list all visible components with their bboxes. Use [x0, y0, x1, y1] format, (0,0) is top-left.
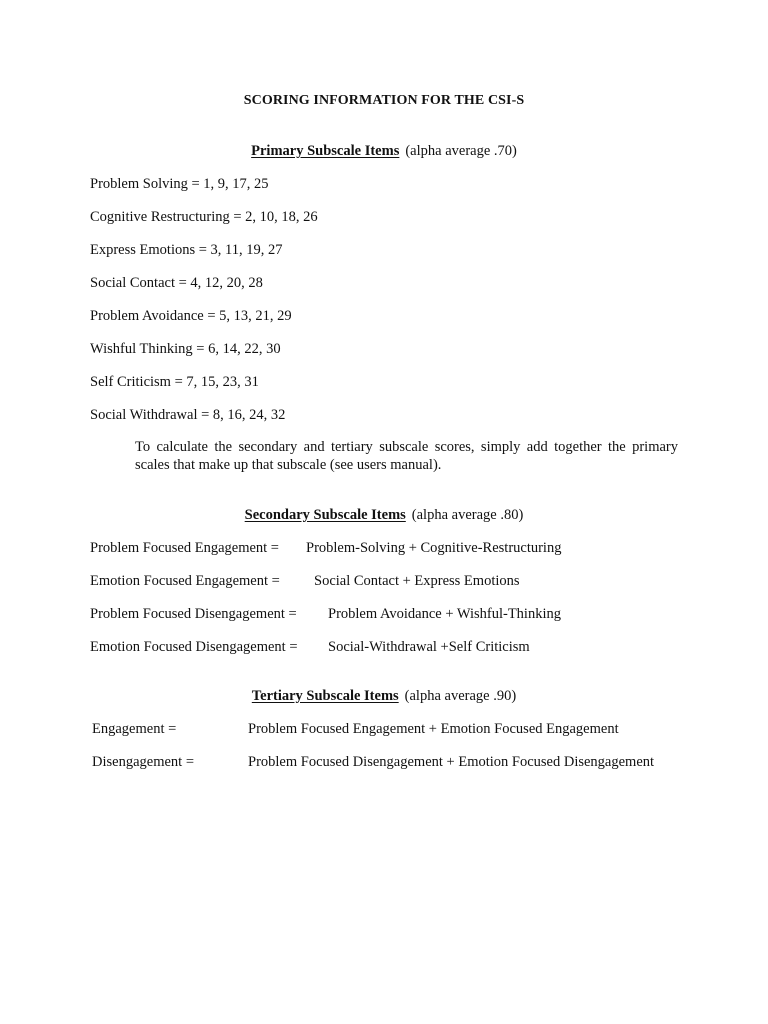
- secondary-formula-problem-focused-disengagement: Problem Avoidance + Wishful-Thinking: [328, 606, 561, 622]
- primary-item-problem-avoidance: Problem Avoidance = 5, 13, 21, 29: [90, 308, 292, 324]
- primary-alpha-note: (alpha average .70): [405, 143, 517, 159]
- tertiary-subscale-heading: [0, 687, 768, 705]
- secondary-formula-emotion-focused-engagement: Social Contact + Express Emotions: [314, 573, 520, 589]
- document-title: SCORING INFORMATION FOR THE CSI-S: [243, 93, 525, 108]
- tertiary-formula-disengagement: Problem Focused Disengagement + Emotion Focused Disengagement: [248, 754, 655, 770]
- secondary-alpha-note: (alpha average .80): [411, 507, 524, 523]
- primary-item-social-contact: Social Contact = 4, 12, 20, 28: [90, 275, 263, 291]
- secondary-subscale-heading: [0, 506, 768, 524]
- tertiary-label-engagement: Engagement =: [92, 721, 177, 737]
- primary-item-problem-solving: Problem Solving = 1, 9, 17, 25: [90, 176, 269, 192]
- instructions-paragraph: To calculate the secondary and tertiary subscale scores, simply add together the primary scales that make up that subscale (see users manual).: [135, 439, 678, 473]
- primary-heading-label: Primary Subscale Items: [251, 143, 400, 159]
- primary-item-express-emotions: Express Emotions = 3, 11, 19, 27: [90, 242, 283, 258]
- primary-item-cognitive-restructuring: Cognitive Restructuring = 2, 10, 18, 26: [90, 209, 318, 225]
- tertiary-label-disengagement: Disengagement =: [92, 754, 194, 770]
- secondary-label-emotion-focused-engagement: Emotion Focused Engagement =: [90, 573, 280, 589]
- tertiary-heading-label: Tertiary Subscale Items: [251, 688, 399, 704]
- tertiary-alpha-note: (alpha average .90): [404, 688, 517, 704]
- tertiary-formula-engagement: Problem Focused Engagement + Emotion Focused Engagement: [248, 721, 619, 737]
- primary-item-self-criticism: Self Criticism = 7, 15, 23, 31: [90, 374, 259, 390]
- primary-subscale-heading: [0, 142, 768, 160]
- secondary-label-problem-focused-engagement: Problem Focused Engagement =: [90, 540, 279, 556]
- secondary-label-problem-focused-disengagement: Problem Focused Disengagement =: [90, 606, 297, 622]
- primary-item-wishful-thinking: Wishful Thinking = 6, 14, 22, 30: [90, 341, 281, 357]
- secondary-formula-problem-focused-engagement: Problem-Solving + Cognitive-Restructuring: [306, 540, 562, 556]
- secondary-heading-label: Secondary Subscale Items: [244, 507, 406, 523]
- secondary-label-emotion-focused-disengagement: Emotion Focused Disengagement =: [90, 639, 298, 655]
- primary-item-social-withdrawal: Social Withdrawal = 8, 16, 24, 32: [90, 407, 286, 423]
- secondary-formula-emotion-focused-disengagement: Social-Withdrawal +Self Criticism: [328, 639, 530, 655]
